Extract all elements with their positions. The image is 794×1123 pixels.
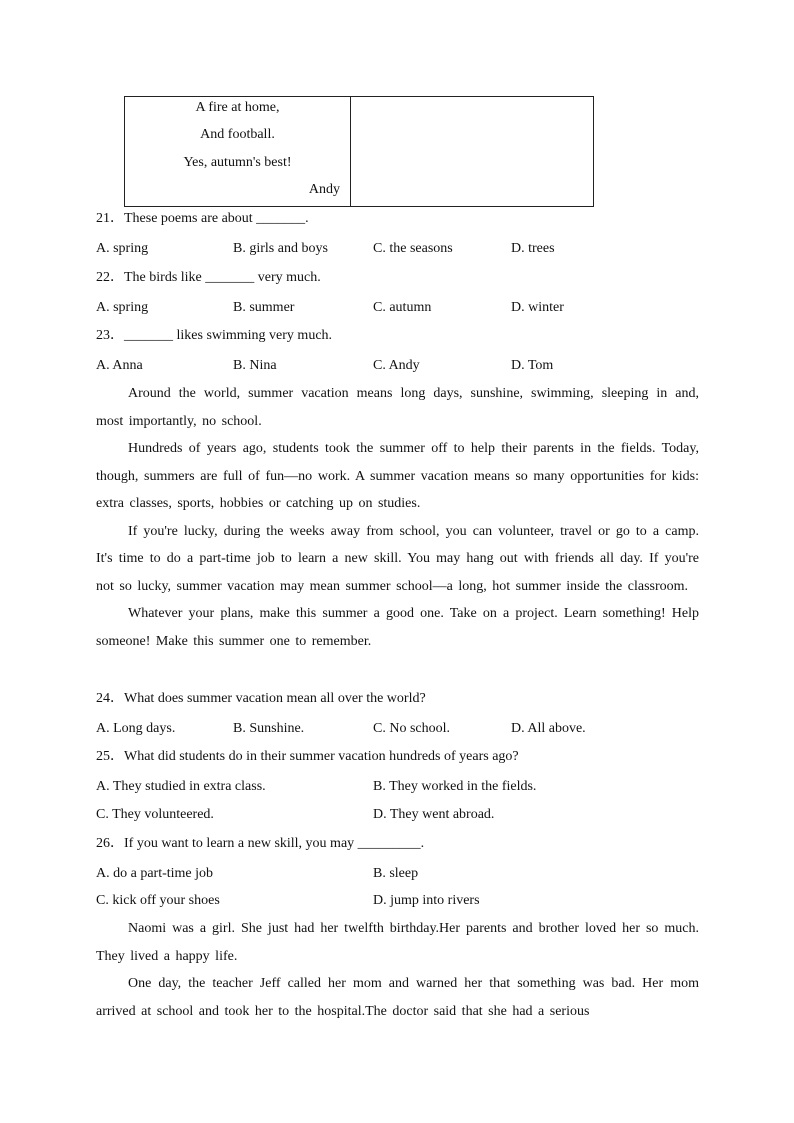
option-b: B. Nina bbox=[233, 358, 277, 373]
option-b: B. girls and boys bbox=[233, 241, 328, 256]
passage-naomi bbox=[96, 915, 699, 1025]
question-23: 23．_______ likes swimming very much. bbox=[96, 328, 333, 343]
paragraph: Whatever your plans, make this summer a good one. Take on a project. Learn something! Help someone! Make this summer one to remember. bbox=[96, 606, 699, 649]
poem-cell bbox=[125, 97, 351, 206]
paragraph: If you're lucky, during the weeks away from school, you can volunteer, travel or go to a camp. It's time to do a part-time job to learn a new skill. You may hang out with friends all day. If you're not so lucky, summer vacation may mean summer school—a long, hot summer inside the classroom. bbox=[96, 523, 699, 594]
option-a: A. Long days. bbox=[96, 721, 176, 736]
option-c: C. Andy bbox=[373, 358, 420, 373]
option-a: A. spring bbox=[96, 241, 149, 256]
question-22: 22．The birds like _______ very much. bbox=[96, 270, 321, 285]
passage-summer-vacation bbox=[96, 380, 699, 655]
paragraph: Naomi was a girl. She just had her twelfth birthday.Her parents and brother loved her so much. They lived a happy life. bbox=[96, 921, 699, 964]
option-c: C. No school. bbox=[373, 721, 450, 736]
question-21: 21．These poems are about _______. bbox=[96, 211, 309, 226]
question-25: 25．What did students do in their summer vacation hundreds of years ago? bbox=[96, 749, 519, 764]
poem-table bbox=[124, 96, 594, 207]
poem-line: And football. bbox=[200, 127, 275, 142]
option-a: A. They studied in extra class. bbox=[96, 779, 266, 794]
option-c: C. They volunteered. bbox=[96, 807, 214, 822]
option-d: D. winter bbox=[511, 300, 564, 315]
paragraph: One day, the teacher Jeff called her mom and warned her that something was bad. Her mom arrived at school and took her to the hospital.The doctor said that she had a serious bbox=[96, 976, 699, 1019]
option-a: A. do a part-time job bbox=[96, 866, 214, 881]
option-c: C. autumn bbox=[373, 300, 432, 315]
paragraph: Hundreds of years ago, students took the summer off to help their parents in the fields. Today, though, summers are full of fun—no work. A summer vacation means so many opportunities for kids: extra classes, sports, hobbies or catching up on studies. bbox=[96, 441, 699, 511]
option-a: A. spring bbox=[96, 300, 149, 315]
option-b: B. summer bbox=[233, 300, 295, 315]
option-d: D. Tom bbox=[511, 358, 554, 373]
poem-line: Yes, autumn's best! bbox=[183, 155, 292, 170]
empty-cell bbox=[351, 97, 593, 206]
option-b: B. Sunshine. bbox=[233, 721, 305, 736]
option-d: D. jump into rivers bbox=[373, 893, 480, 908]
question-24: 24．What does summer vacation mean all over the world? bbox=[96, 691, 426, 706]
option-c: C. the seasons bbox=[373, 241, 453, 256]
question-26: 26．If you want to learn a new skill, you may _________. bbox=[96, 836, 425, 851]
option-b: B. They worked in the fields. bbox=[373, 779, 537, 794]
option-d: D. They went abroad. bbox=[373, 807, 495, 822]
option-a: A. Anna bbox=[96, 358, 143, 373]
option-d: D. All above. bbox=[511, 721, 586, 736]
option-b: B. sleep bbox=[373, 866, 419, 881]
poem-line: A fire at home, bbox=[195, 100, 280, 115]
paragraph: Around the world, summer vacation means long days, sunshine, swimming, sleeping in and, most importantly, no school. bbox=[96, 386, 699, 429]
poem-signature: Andy bbox=[308, 182, 340, 197]
option-d: D. trees bbox=[511, 241, 555, 256]
option-c: C. kick off your shoes bbox=[96, 893, 220, 908]
